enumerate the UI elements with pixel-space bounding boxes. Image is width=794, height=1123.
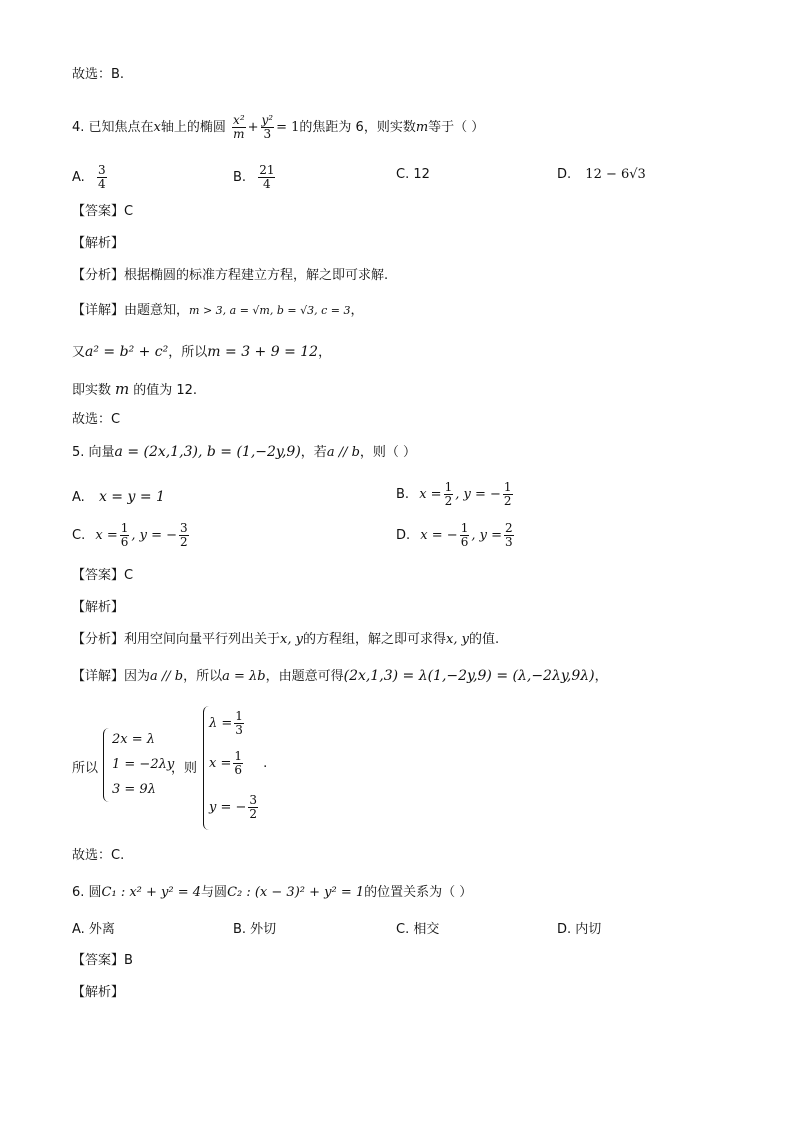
q5-option-c [72,522,191,549]
option-d-value: 12 − 6√3 [585,167,646,182]
ji-prefix: 即实数 [72,383,112,398]
q6-c-text: C. 相交 [396,922,440,937]
option-a-label: A. [72,170,85,185]
q5-mid: ，若 [300,445,327,460]
q5-d-frac1 [460,522,470,549]
q6-b-text: B. 外切 [233,922,277,937]
q5-option-b [396,481,515,508]
q6-prefix: 6. 圆 [72,885,102,900]
ze-text: ，则 [171,761,198,776]
option-b-num: 21 [259,163,275,177]
q5-d-x: x = − [420,528,458,543]
option-b-frac [258,164,275,191]
q5-b-x: x = [419,487,442,502]
fenxi-5 [72,631,499,649]
option-b-den: 4 [263,177,271,191]
q5-a-value: x = y = 1 [98,489,165,505]
q4-axis: x [153,120,161,135]
fenxi-5-vars: x, y [280,632,303,647]
q5-d-y: , y = [471,528,502,543]
q6-c1: C₁ : x² + y² = 4 [101,885,202,900]
q5-prefix: 5. 向量 [72,445,115,460]
q5-b-n2: 1 [503,480,512,494]
q5-d-d2: 3 [504,535,513,549]
answer-5 [72,567,133,585]
you-math1: a² = b² + c² [85,344,169,360]
guxuan-4-text: 故选：C [72,412,121,427]
q4-frac-x [232,114,246,141]
xj5-par: a // b [150,669,184,684]
system1-row2-text: 1 = −2λy [112,757,175,772]
xj5-eq: a = λb [222,669,266,684]
q5-c-d2: 2 [180,535,188,549]
system1-row1-text: 2x = λ [112,732,155,747]
s2-x-frac [233,750,243,777]
jiexi-5-text: 【解析】 [72,600,125,615]
q4-prefix: 4. 已知焦点在 [72,120,154,135]
option-a-frac [97,164,107,191]
question-4: 4. 已知焦点在x轴上的椭圆 $\frac{\text{x²}}{m}$ + $\frac{\text{y²}}{3}$ = 1的焦距为 6，则实数m等于（ ） [72,113,485,141]
s2-xn: 1 [234,749,242,763]
q5-c-frac1 [120,522,130,549]
system1-row1 [112,732,155,747]
you-line [72,343,331,362]
answer-4 [72,203,133,221]
q4-option-b [233,164,277,191]
answer-6-text: 【答案】B [72,953,133,968]
q5-d-frac2 [504,522,514,549]
guxuan-5 [72,847,124,865]
system2-row2 [209,750,267,777]
s2-ld: 3 [235,723,243,737]
option-c-text: C. 12 [396,167,430,182]
q5-c-label: C. [72,528,86,543]
answer-5-text: 【答案】C [72,568,134,583]
ji-var: m [115,380,130,398]
fenxi-5-a: 【分析】利用空间向量平行列出关于 [72,632,281,647]
fenxi-4-text: 【分析】根据椭圆的标准方程建立方程，解之即可求解. [72,268,389,283]
q4-option-d [557,166,646,184]
fenxi-4 [72,267,388,285]
q6-end: 的位置关系为（ ） [364,885,473,900]
answer-4-text: 【答案】C [72,204,134,219]
q5-math: a = (2x,1,3), b = (1,−2y,9) [114,444,301,460]
system1-row3 [112,782,156,797]
q5-b-y: , y = − [455,487,501,502]
q6-option-c [396,921,439,939]
suoyi-label [72,760,98,778]
q5-option-a [72,488,165,507]
you-math2: m = 3 + 9 = 12 [207,344,319,360]
q5-b-label: B. [396,487,410,502]
question-6 [72,884,472,902]
q6-option-d [557,921,601,939]
s2-y: y = − [209,800,247,815]
option-b-label: B. [233,170,247,185]
guxuan-5-text: 故选：C. [72,848,125,863]
question-5 [72,443,416,462]
s2-l: λ = [209,716,233,731]
ji-line [72,380,197,400]
q5-c-n2: 3 [180,521,188,535]
q5-b-d2: 2 [503,494,512,508]
xj5-math: (2x,1,3) = λ(1,−2y,9) = (λ,−2λy,9λ) [343,668,595,684]
jiexi-6-text: 【解析】 [72,985,125,1000]
conclusion-line [72,66,124,84]
q4-frac-y [261,114,275,141]
q6-a-text: A. 外离 [72,922,115,937]
xiangjie-4-prefix: 【详解】由题意知， [72,303,190,318]
q5-a-label: A. [72,490,85,505]
you-mid: ，所以 [168,345,208,360]
q4-option-a [72,164,109,191]
q5-d-n2: 2 [504,521,513,535]
q5-b-d1: 2 [444,494,453,508]
s2-y-frac [248,794,258,821]
s2-dot: . [263,756,268,771]
xiangjie-4-math: m > 3, a = √m, b = √3, c = 3 [189,304,351,317]
system1-row3-text: 3 = 9λ [112,782,156,797]
q4-eq: = 1 [276,120,300,135]
system2-row3 [209,794,260,821]
conclusion-text: 故选：B. [72,67,125,82]
q5-d-n1: 1 [460,521,469,535]
q4-option-c [396,166,430,184]
s2-ln: 1 [235,709,243,723]
s2-x: x = [209,756,232,771]
q4-frac-x-den: m [233,127,245,141]
q5-c-y: , y = − [131,528,178,543]
you-end: ， [318,345,332,360]
q4-mid: 轴上的椭圆 [160,120,226,135]
ze-label [171,760,197,778]
xiangjie-4 [72,302,364,320]
jiexi-4 [72,235,124,253]
q6-mid: 与圆 [201,885,228,900]
q6-c2: C₂ : (x − 3)² + y² = 1 [227,885,365,900]
jiexi-6 [72,984,124,1002]
option-d-label: D. [557,167,572,182]
xj5-b: ，所以 [183,669,223,684]
ji-end: 的值为 12. [133,383,198,398]
s2-yd: 2 [249,807,258,821]
q6-option-b [233,921,276,939]
system2-row1 [209,710,246,737]
s2-l-frac [234,710,244,737]
q5-end: ，则（ ） [359,445,417,460]
q4-frac-y-den: 3 [263,127,272,141]
you-prefix: 又 [72,345,86,360]
q4-var: m [415,120,429,135]
fenxi-5-c: 的值. [468,632,500,647]
answer-6 [72,952,133,970]
fenxi-5-b: 的方程组，解之即可求得 [302,632,446,647]
q5-c-x: x = [95,528,118,543]
q5-b-frac1 [444,481,454,508]
system1-brace [103,728,110,802]
q5-b-n1: 1 [444,480,453,494]
q5-c-d1: 6 [120,535,129,549]
q5-b-frac2 [503,481,513,508]
s2-xd: 6 [234,763,242,777]
q6-option-a [72,921,115,939]
xiangjie-5 [72,667,608,686]
jiexi-4-text: 【解析】 [72,236,125,251]
xj5-c: ，由题意可得 [265,669,344,684]
q6-d-text: D. 内切 [557,922,602,937]
guxuan-4 [72,411,120,429]
option-a-num: 3 [97,163,106,177]
jiexi-5 [72,599,124,617]
xj5-end: ， [594,669,608,684]
q5-d-d1: 6 [460,535,469,549]
xj5-a: 【详解】因为 [72,669,151,684]
suoyi-text: 所以 [72,761,99,776]
q5-c-frac2 [179,522,189,549]
q5-option-d [396,522,516,549]
q4-frac-x-num: x² [233,113,245,127]
fenxi-5-vars2: x, y [445,632,469,647]
s2-yn: 3 [249,793,258,807]
system1-row2 [112,757,174,772]
q4-frac-y-num: y² [261,113,274,127]
q5-d-label: D. [396,528,411,543]
option-a-den: 4 [97,177,106,191]
q5-cond: a // b [326,445,360,460]
q5-c-n1: 1 [120,521,129,535]
q4-end: 等于（ ） [428,120,485,135]
q4-suffix: 的焦距为 6，则实数 [299,120,416,135]
xiangjie-4-end: ， [350,303,364,318]
